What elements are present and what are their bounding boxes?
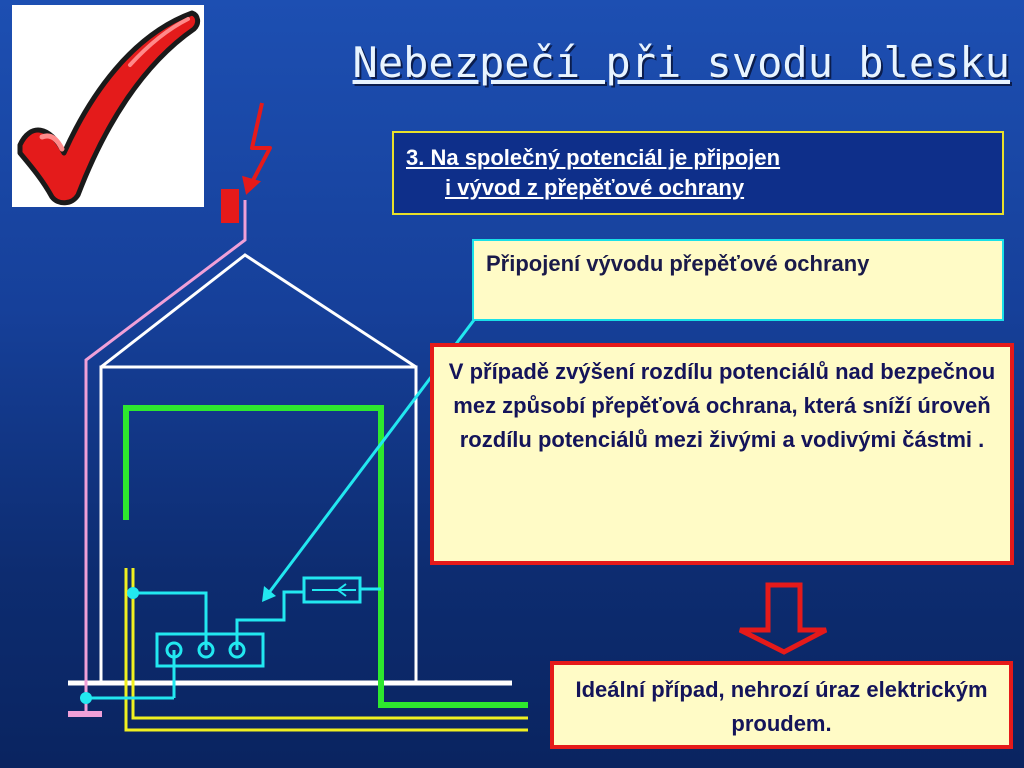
down-arrow-icon — [740, 585, 826, 652]
building-walls — [101, 367, 416, 683]
callout-box: Připojení vývodu přepěťové ochrany — [472, 239, 1004, 321]
explanation-box: V případě zvýšení rozdílu potenciálů nad bezpečnou mez způsobí přepěťová ochrana, která sníží úroveň rozdílu potenciálů mezi živými a vodivými částmi . — [430, 343, 1014, 565]
result-box: Ideální případ, nehrozí úraz elektrickým proudem. — [550, 661, 1013, 749]
surge-protector-icon — [304, 578, 360, 602]
page-title: Nebezpečí při svodu blesku — [352, 38, 1010, 87]
step-line-1: 3. Na společný potenciál je připojen — [406, 145, 781, 170]
step-line-2: i vývod z přepěťové ochrany — [445, 175, 745, 200]
step-box — [392, 131, 1004, 215]
building-roof — [101, 255, 416, 367]
lightning-icon — [250, 103, 270, 186]
air-terminal — [221, 189, 239, 223]
